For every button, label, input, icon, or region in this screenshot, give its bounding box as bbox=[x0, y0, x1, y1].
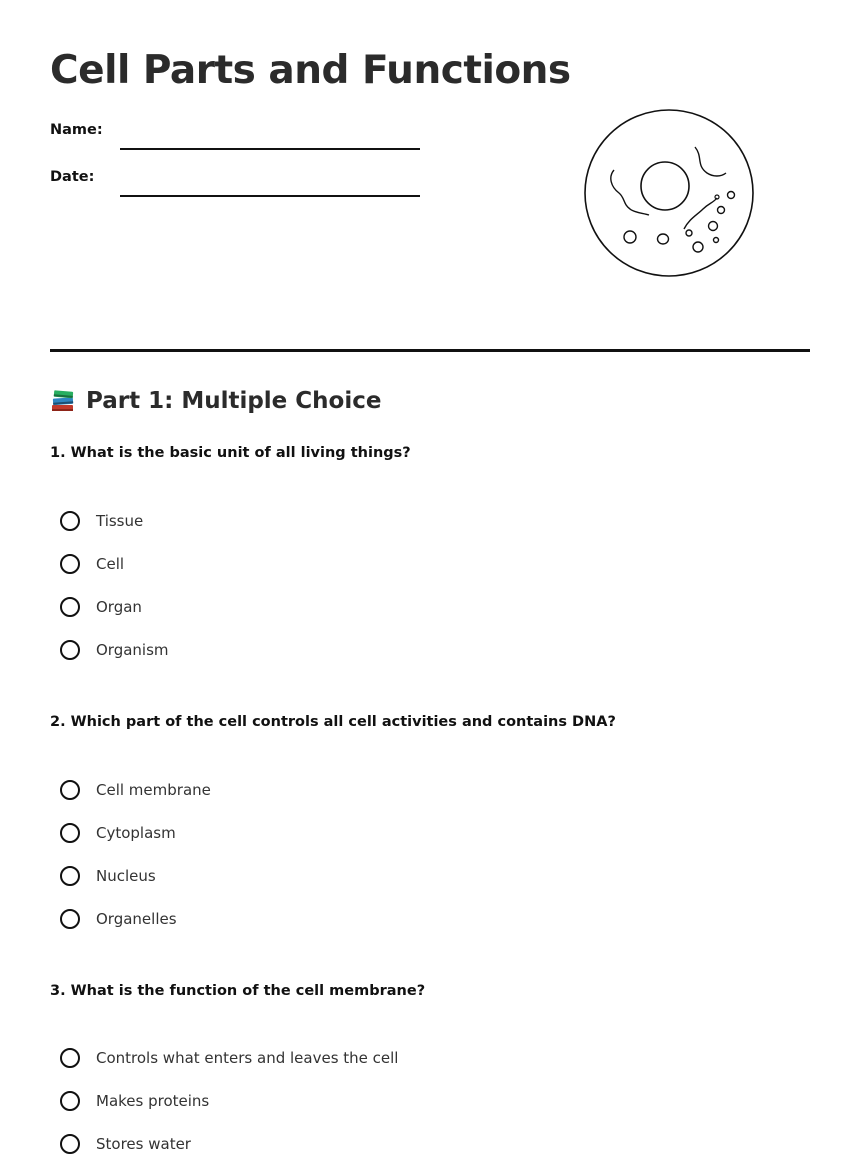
option-label: Organ bbox=[96, 598, 142, 616]
name-input-line[interactable] bbox=[120, 148, 420, 150]
question-2: 2. Which part of the cell controls all cell activities and contains DNA? bbox=[50, 714, 616, 730]
books-icon bbox=[50, 388, 76, 414]
section-heading-part1 bbox=[50, 388, 381, 414]
option-label: Cytoplasm bbox=[96, 824, 176, 842]
question-1: 1. What is the basic unit of all living things? bbox=[50, 445, 411, 461]
page-title: Cell Parts and Functions bbox=[50, 48, 571, 93]
option-1c[interactable] bbox=[60, 597, 142, 617]
option-label: Stores water bbox=[96, 1135, 191, 1153]
option-label: Cell membrane bbox=[96, 781, 211, 799]
radio-button[interactable] bbox=[60, 554, 80, 574]
option-2c[interactable] bbox=[60, 866, 156, 886]
option-2d[interactable] bbox=[60, 909, 177, 929]
radio-button[interactable] bbox=[60, 1091, 80, 1111]
option-3a[interactable] bbox=[60, 1048, 398, 1068]
date-input-line[interactable] bbox=[120, 195, 420, 197]
option-1b[interactable] bbox=[60, 554, 124, 574]
cell-diagram-icon bbox=[583, 107, 757, 279]
date-label: Date: bbox=[50, 169, 95, 185]
option-1a[interactable] bbox=[60, 511, 143, 531]
section-divider bbox=[50, 349, 810, 352]
option-1d[interactable] bbox=[60, 640, 169, 660]
name-field bbox=[50, 122, 420, 138]
radio-button[interactable] bbox=[60, 780, 80, 800]
option-3c[interactable] bbox=[60, 1134, 191, 1154]
option-2b[interactable] bbox=[60, 823, 176, 843]
option-label: Organelles bbox=[96, 910, 177, 928]
radio-button[interactable] bbox=[60, 640, 80, 660]
option-label: Organism bbox=[96, 641, 169, 659]
section-heading-text: Part 1: Multiple Choice bbox=[86, 388, 382, 414]
radio-button[interactable] bbox=[60, 909, 80, 929]
date-field bbox=[50, 169, 420, 185]
name-label: Name: bbox=[50, 122, 103, 138]
radio-button[interactable] bbox=[60, 823, 80, 843]
radio-button[interactable] bbox=[60, 1048, 80, 1068]
question-3: 3. What is the function of the cell membrane? bbox=[50, 983, 426, 999]
option-label: Cell bbox=[96, 555, 125, 573]
option-label: Controls what enters and leaves the cell bbox=[96, 1049, 399, 1067]
option-label: Nucleus bbox=[96, 867, 156, 885]
radio-button[interactable] bbox=[60, 511, 80, 531]
radio-button[interactable] bbox=[60, 1134, 80, 1154]
radio-button[interactable] bbox=[60, 866, 80, 886]
option-3b[interactable] bbox=[60, 1091, 209, 1111]
option-label: Tissue bbox=[96, 512, 144, 530]
option-label: Makes proteins bbox=[96, 1092, 210, 1110]
option-2a[interactable] bbox=[60, 780, 211, 800]
radio-button[interactable] bbox=[60, 597, 80, 617]
